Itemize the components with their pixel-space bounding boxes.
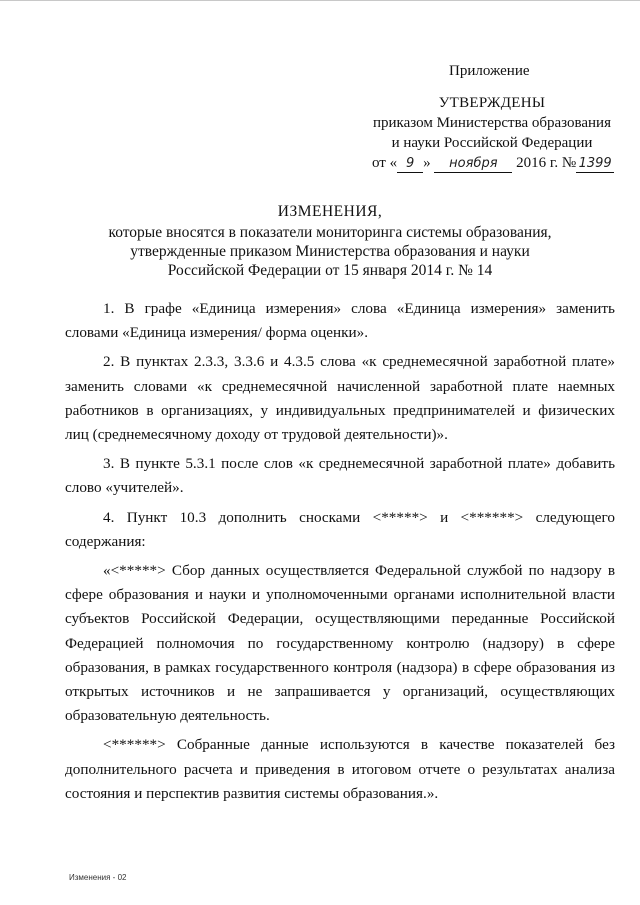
paragraph-4: 4. Пункт 10.3 дополнить сносками <*****> и <******> следующего содержания: bbox=[65, 508, 615, 550]
page-edge bbox=[0, 0, 640, 1]
handwritten-month: ноября bbox=[434, 156, 512, 173]
handwritten-day: 9 bbox=[397, 156, 423, 173]
paragraph-1: 1. В графе «Единица измерения» слова «Единица измерения» заменить словами «Единица измерения/ форма оценки». bbox=[65, 300, 615, 342]
approved-heading: УТВЕРЖДЕНЫ bbox=[438, 95, 546, 111]
appendix-label: Приложение bbox=[449, 63, 530, 79]
paragraph-3: 3. В пункте 5.3.1 после слов «к среднемесячной заработной плате» добавить слово «учителей». bbox=[65, 455, 615, 497]
document-title bbox=[60, 202, 600, 280]
footnote-5-star: «<*****> Сбор данных осуществляется Федеральной службой по надзору в сфере образования и науки и уполномоченными органами исполнительной власти субъектов Российской Федерации, осуществляющими переданные Российской Федерацией полномочия по государственному контролю (надзору) в сфере образования, в рамках государственного контроля (надзора) в сфере образования из открытых источников и не запрашивается у организаций, осуществляющих образовательную деятельность. bbox=[65, 562, 615, 725]
handwritten-number: 1399 bbox=[576, 156, 614, 173]
title-line-1: которые вносятся в показатели мониторинга системы образования, bbox=[108, 224, 552, 241]
footer-label: Изменения - 02 bbox=[69, 873, 127, 882]
title-caps: ИЗМЕНЕНИЯ, bbox=[277, 203, 383, 220]
footnote-6-star: <******> Собранные данные используются в качестве показателей без дополнительного расчета и приведения в итоговом отчете о результатах анализа состояния и перспектив развития системы образования.». bbox=[65, 736, 615, 802]
date-mid: » bbox=[423, 155, 431, 171]
paragraph-2: 2. В пунктах 2.3.3, 3.3.6 и 4.3.5 слова «к среднемесячной заработной плате» заменить словами «к среднемесячной начисленной заработной плате наемных работников в организациях, у индивидуальных предпринимателей и физических лиц (среднемесячному доходу от трудовой деятельности)». bbox=[65, 353, 615, 444]
order-date-line bbox=[372, 153, 612, 173]
document-body bbox=[65, 297, 615, 811]
approval-line-1: приказом Министерства образования bbox=[373, 115, 611, 131]
approval-line-2: и науки Российской Федерации bbox=[391, 135, 593, 151]
title-line-3: Российской Федерации от 15 января 2014 г. № 14 bbox=[167, 262, 493, 279]
approval-block bbox=[372, 93, 612, 173]
date-year: 2016 г. № bbox=[516, 155, 577, 171]
title-line-2: утвержденные приказом Министерства образования и науки bbox=[130, 243, 530, 260]
date-prefix: от « bbox=[372, 155, 398, 171]
